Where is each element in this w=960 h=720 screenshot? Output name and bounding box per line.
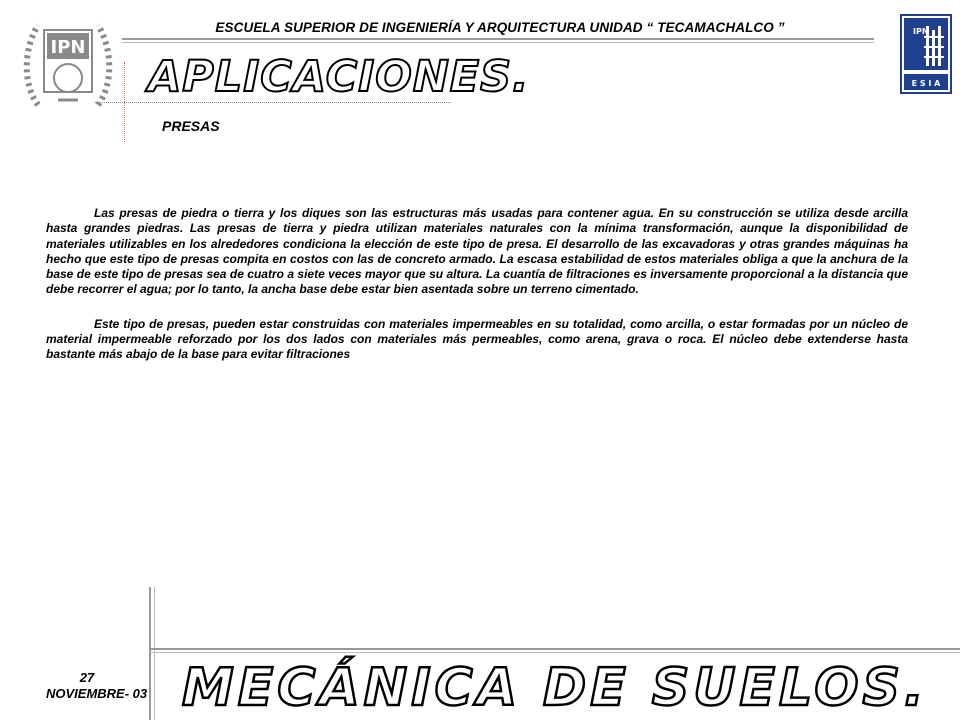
section-title: APLICACIONES. [148,52,530,102]
course-title: MECÁNICA DE SUELOS. [182,658,928,718]
header-rule-thin [122,42,874,43]
esia-logo-top-text: IPN [913,27,929,36]
footer-horizontal-rule [150,648,960,650]
school-header: ESCUELA SUPERIOR DE INGENIERÍA Y ARQUITECTURA UNIDAD “ TECAMACHALCO ” [215,20,785,35]
footer-vertical-rule-thin [154,587,155,720]
footer-vertical-rule [149,587,151,720]
esia-logo [900,14,952,94]
ipn-logo-text: IPN [50,37,86,58]
header-rule [122,38,874,40]
paragraph: Este tipo de presas, pueden estar construidas con materiales impermeables en su totalidad, como arcilla, o estar formadas por un núcleo de material impermeable reforzado por los dos lados con materiales más permeables, como arena, grava o roca. El núcleo debe extenderse hasta bastante más abajo de la base para evitar filtraciones [46,316,908,362]
page-number: 27 [79,670,95,685]
body-text [46,206,908,363]
esia-logo-bottom-text: E S I A [911,79,941,88]
title-underline [95,102,451,103]
footer-date: NOVIEMBRE- 03 [46,686,148,701]
subtitle: PRESAS [162,118,220,134]
ipn-logo [18,10,118,120]
paragraph: Las presas de piedra o tierra y los diques son las estructuras más usadas para contener agua. En su construcción se utiliza desde arcilla hasta grandes piedras. Las presas de tierra y piedra utilizan materiales naturales con la mínima transformación, aunque la disponibilidad de materiales utilizables en los alrededores condiciona la elección de este tipo de presa. El desarrollo de las excavadoras y otras grandes máquinas ha hecho que este tipo de presas compita en costos con las de concreto armado. La escasa estabilidad de estos materiales obliga a que la anchura de la base de este tipo de presas sea de cuatro a siete veces mayor que su altura. La cuantía de filtraciones es inversamente proporcional a la distancia que debe recorrer el agua; por lo tanto, la ancha base debe estar bien asentada sobre un terreno cimentado. [46,206,908,297]
footer-horizontal-rule-thin [150,652,960,653]
